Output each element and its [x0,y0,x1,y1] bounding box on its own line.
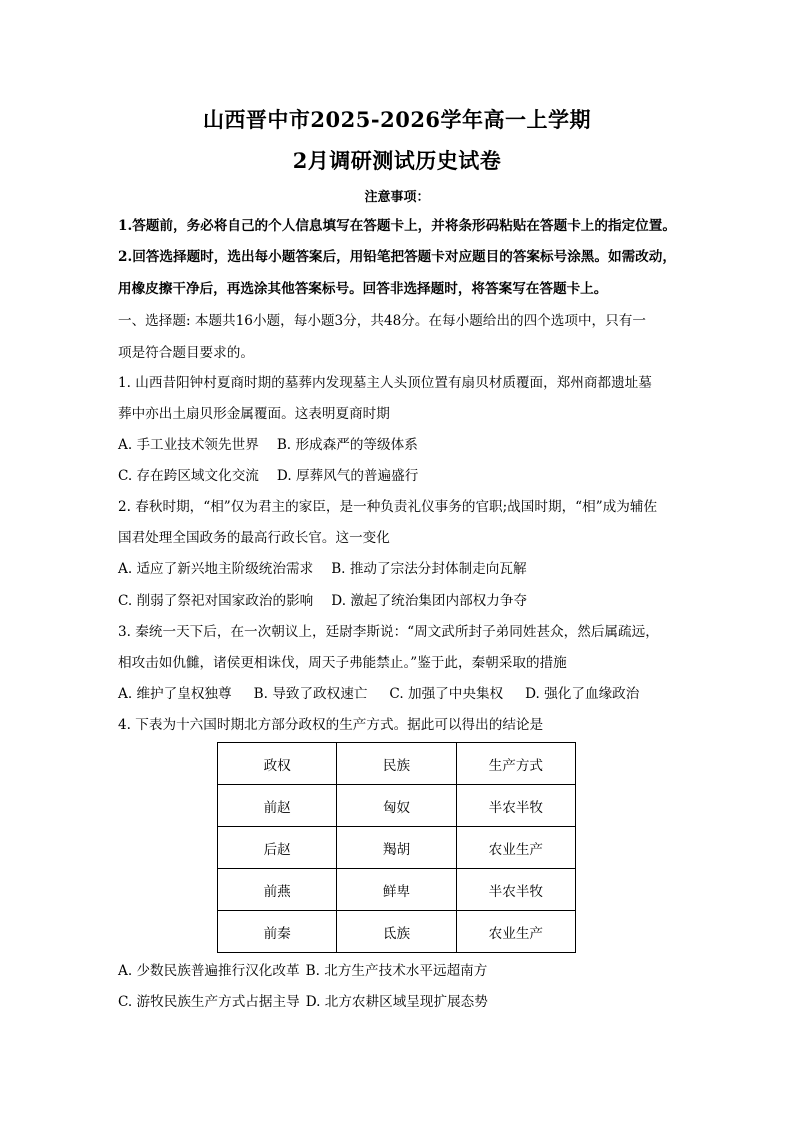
table-header-cell: 政权 [218,743,337,785]
table-header-cell: 生产方式 [456,743,575,785]
q1-option-d: D. 厚葬风气的普遍盛行 [276,468,419,484]
table-row [218,911,576,953]
q1-options-row2 [118,467,688,485]
table-row [218,827,576,869]
q1-option-b: B. 形成森严的等级体系 [276,437,418,453]
q1-option-c: C. 存在跨区域文化交流 [118,468,259,484]
q2-option-b: B. 推动了宗法分封体制走向瓦解 [331,561,527,577]
table-row [218,785,576,827]
q3-option-d: D. 强化了血缘政治 [525,686,640,702]
q4-options-row1 [118,962,688,980]
table-header-cell: 民族 [337,743,456,785]
q4-option-c: C. 游牧民族生产方式占据主导 [118,994,300,1010]
q2-stem-line1: 2. 春秋时期，“相”仅为君主的家臣，是一种负责礼仪事务的官职;战国时期，“相”成为辅佐 [118,499,658,515]
table-cell: 氐族 [337,911,456,953]
table-cell: 后赵 [218,827,337,869]
q2-options-row2 [118,592,688,610]
notice-item-1: 1.答题前，务必将自己的个人信息填写在答题卡上，并将条形码粘贴在答题卡上的指定位置。 [118,218,676,234]
q3-option-a: A. 维护了皇权独尊 [118,686,232,702]
section-instructions-line1: 一、选择题: 本题共16小题，每小题3分，共48分。在每小题给出的四个选项中，只有一 [118,313,646,329]
notice-item-2-line1: 2.回答选择题时，选出每小题答案后，用铅笔把答题卡对应题目的答案标号涂黑。如需改动， [118,249,676,265]
q1-option-a: A. 手工业技术领先世界 [118,437,259,453]
exam-title-line1: 山西晋中市2025-2026学年高一上学期 [202,107,592,132]
q2-option-a: A. 适应了新兴地主阶级统治需求 [118,561,314,577]
q3-option-b: B. 导致了政权速亡 [253,686,368,702]
q1-options-row1 [118,436,688,454]
exam-title-line2: 2月调研测试历史试卷 [292,148,502,173]
table-cell: 匈奴 [337,785,456,827]
q3-options-row [118,685,688,703]
q4-stem: 4. 下表为十六国时期北方部分政权的生产方式。据此可以得出的结论是 [118,717,544,733]
q3-stem-line1: 3. 秦统一天下后，在一次朝议上，廷尉李斯说：“周文武所封子弟同姓甚众，然后属疏远， [118,624,659,640]
q1-stem-line1: 1. 山西昔阳钟村夏商时期的墓葬内发现墓主人头顶位置有扇贝材质覆面，郑州商都遗址墓 [118,375,652,391]
notice-item-2-line2: 用橡皮擦干净后，再选涂其他答案标号。回答非选择题时，将答案写在答题卡上。 [118,281,608,297]
q2-options-row1 [118,560,688,578]
q4-option-a: A. 少数民族普遍推行汉化改革 [118,963,300,979]
table-cell: 农业生产 [456,911,575,953]
q2-option-d: D. 激起了统治集团内部权力争夺 [331,593,528,609]
table-cell: 羯胡 [337,827,456,869]
table-row [218,869,576,911]
table-cell: 前秦 [218,911,337,953]
table-header-row [218,743,576,785]
section-instructions-line2: 项是符合题目要求的。 [118,345,254,361]
q3-option-c: C. 加强了中央集权 [389,686,504,702]
table-cell: 半农半牧 [456,785,575,827]
q4-option-d: D. 北方农耕区域呈现扩展态势 [305,994,488,1010]
q4-table [217,742,576,953]
notice-heading: 注意事项： [364,190,430,205]
q2-option-c: C. 削弱了祭祀对国家政治的影响 [118,593,314,609]
q2-stem-line2: 国君处理全国政务的最高行政长官。这一变化 [118,530,390,546]
table-cell: 前赵 [218,785,337,827]
table-cell: 农业生产 [456,827,575,869]
q1-stem-line2: 葬中亦出土扇贝形金属覆面。这表明夏商时期 [118,406,390,422]
q4-option-b: B. 北方生产技术水平远超南方 [305,963,488,979]
q4-options-row2 [118,993,688,1011]
table-cell: 前燕 [218,869,337,911]
table-cell: 半农半牧 [456,869,575,911]
table-cell: 鲜卑 [337,869,456,911]
q3-stem-line2: 相攻击如仇雠，诸侯更相诛伐，周天子弗能禁止。”鉴于此，秦朝采取的措施 [118,655,567,671]
